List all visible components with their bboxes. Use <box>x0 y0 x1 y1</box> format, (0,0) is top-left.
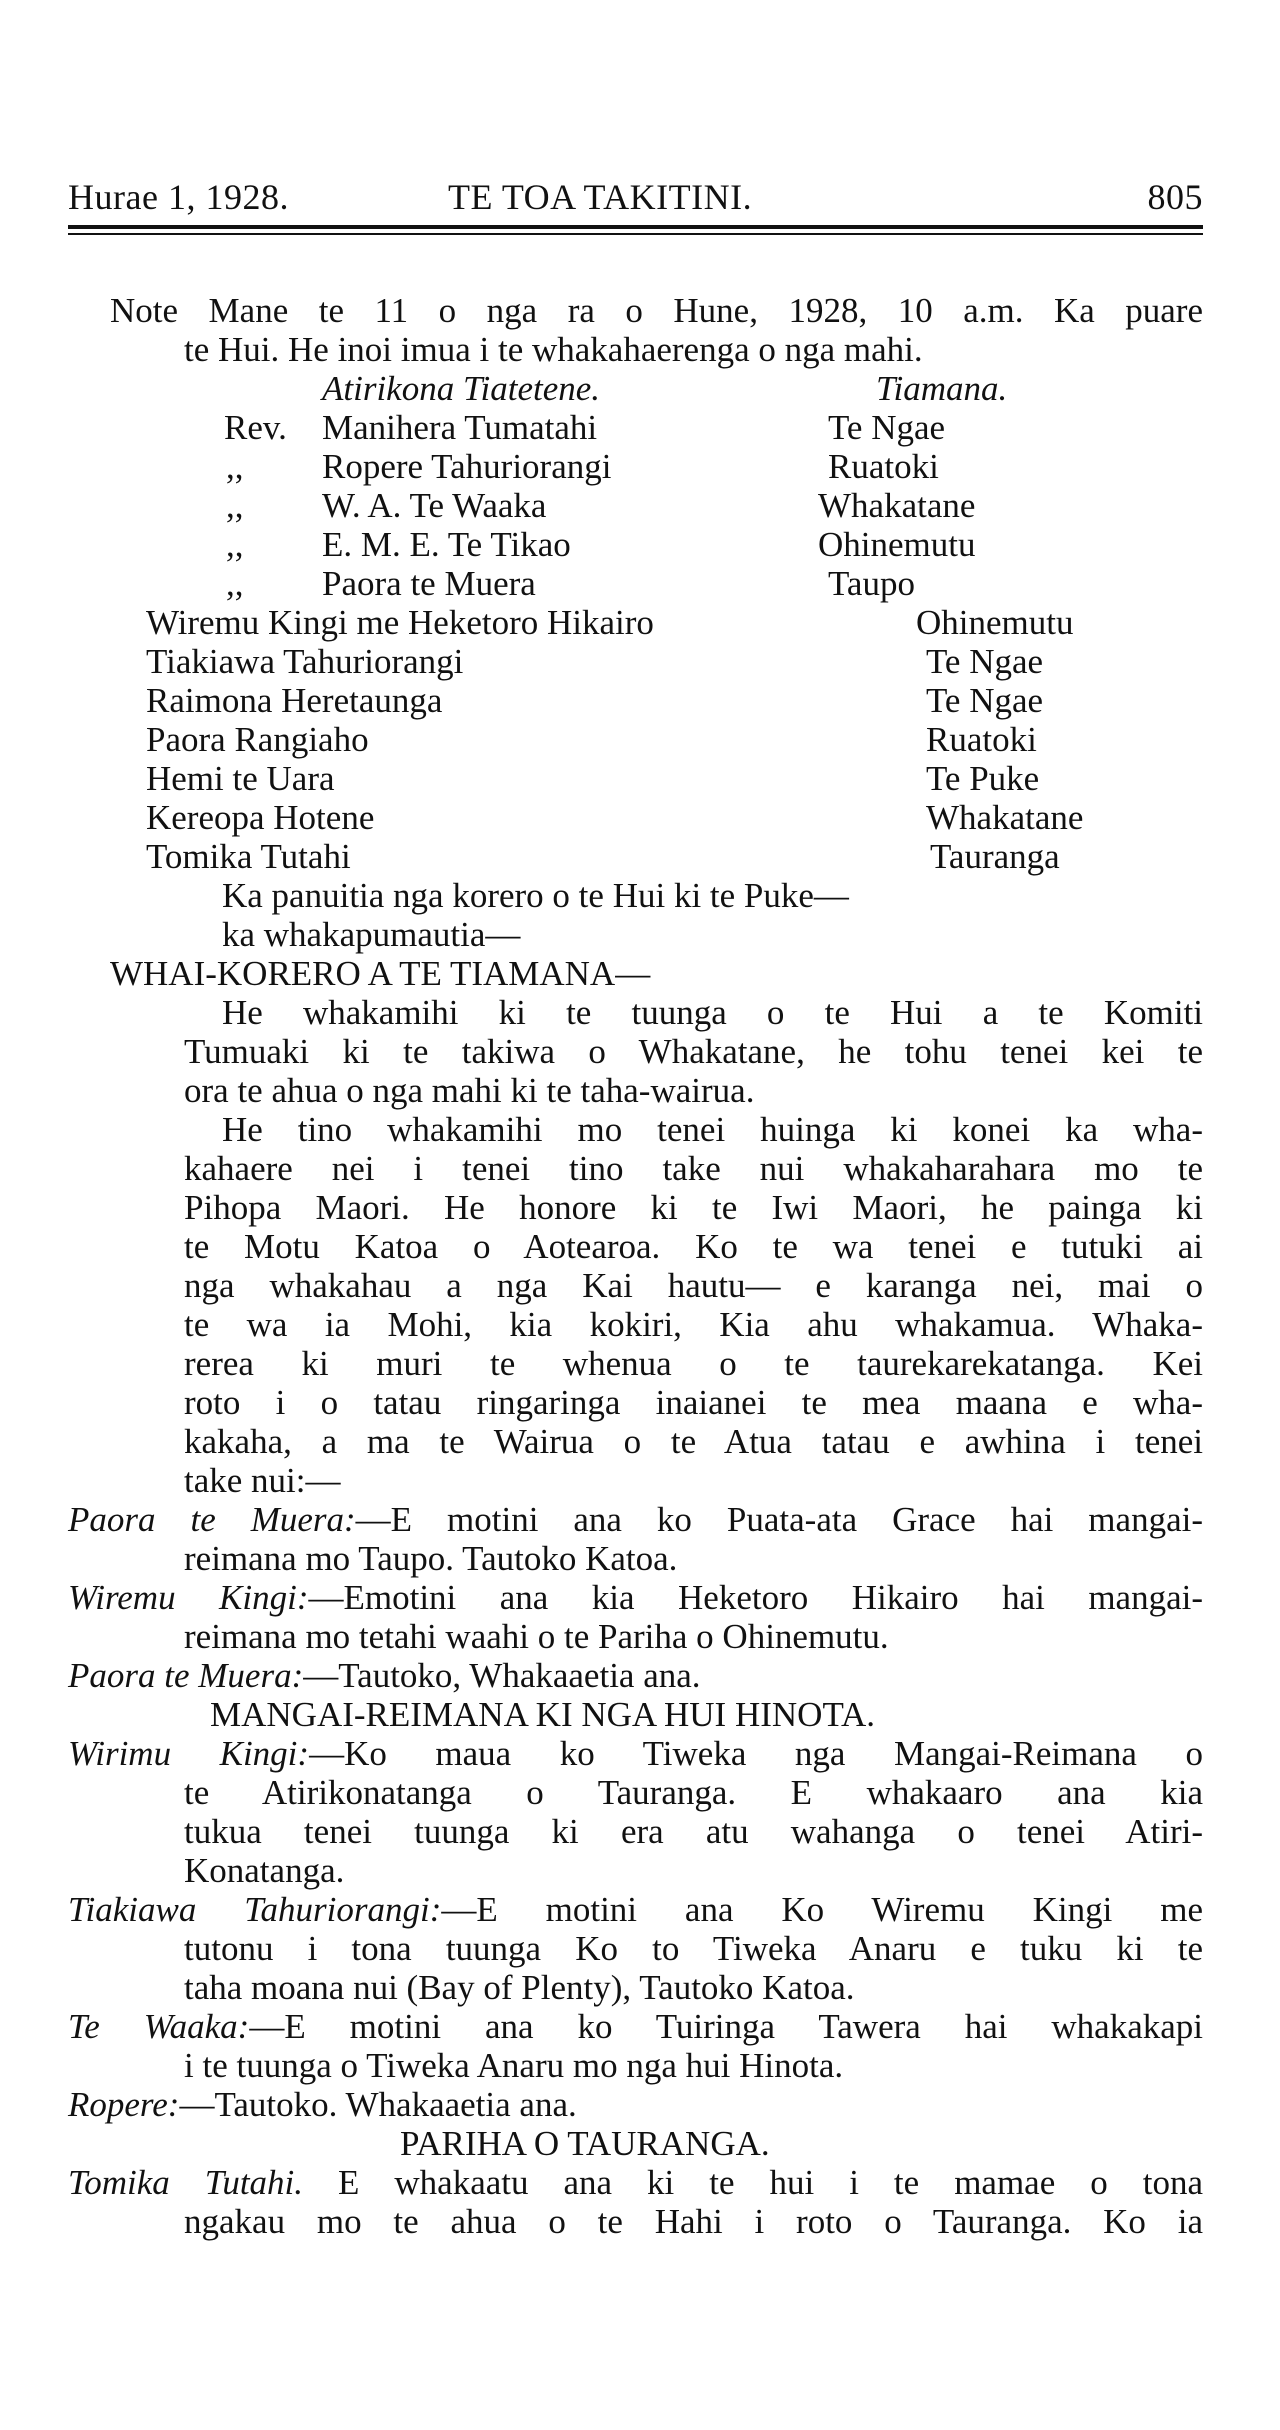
clergy-title: ,, <box>226 525 244 564</box>
attendance-heading-left: Atirikona Tiatetene. <box>322 369 601 408</box>
speaker-name: Wiremu Kingi: <box>68 1578 309 1617</box>
header-rule-thick <box>68 225 1203 229</box>
clergy-name: Ropere Tahuriorangi <box>322 447 612 486</box>
section-heading: WHAI-KORERO A TE TIAMANA— <box>110 954 651 993</box>
motion-text: E whakaatu ana ki te hui i te mamae o tona <box>303 2163 1203 2202</box>
paragraph-line: Tumuaki ki te takiwa o Whakatane, he tohu tenei kei te <box>184 1032 1203 1071</box>
intro-line: te Hui. He inoi imua i te whakahaerenga o nga mahi. <box>184 330 923 369</box>
motion-line <box>68 1890 1203 1929</box>
motion-text: —Tautoko, Whakaaetia ana. <box>303 1656 701 1695</box>
paragraph-line: Pihopa Maori. He honore ki te Iwi Maori, he painga ki <box>184 1188 1203 1227</box>
motion-line <box>68 1656 701 1695</box>
clergy-place: Ruatoki <box>828 447 939 486</box>
speaker-name: Tiakiawa Tahuriorangi: <box>68 1890 442 1929</box>
clergy-title: ,, <box>226 447 244 486</box>
clergy-name: Manihera Tumatahi <box>322 408 598 447</box>
motion-text: —E motini ana Ko Wiremu Kingi me <box>441 1890 1203 1929</box>
motion-line: tutonu i tona tuunga Ko to Tiweka Anaru e tuku ki te <box>184 1929 1203 1968</box>
motion-line <box>68 2163 1203 2202</box>
minutes-line: Ka panuitia nga korero o te Hui ki te Puke— <box>222 876 849 915</box>
paragraph-line: roto i o tatau ringaringa inaianei te mea maana e wha- <box>184 1383 1203 1422</box>
laity-place: Tauranga <box>930 837 1060 876</box>
motion-line <box>68 1734 1203 1773</box>
laity-name: Tomika Tutahi <box>146 837 351 876</box>
section-heading: PARIHA O TAURANGA. <box>400 2124 770 2163</box>
clergy-title: ,, <box>226 564 244 603</box>
intro-line: Note Mane te 11 o nga ra o Hune, 1928, 10 a.m. Ka puare <box>110 291 1203 330</box>
laity-place: Whakatane <box>926 798 1084 837</box>
motion-line: tukua tenei tuunga ki era atu wahanga o tenei Atiri- <box>184 1812 1203 1851</box>
motion-text: —Ko maua ko Tiweka nga Mangai-Reimana o <box>309 1734 1203 1773</box>
laity-place: Ruatoki <box>926 720 1037 759</box>
clergy-title: Rev. <box>224 408 287 447</box>
laity-name: Paora Rangiaho <box>146 720 369 759</box>
laity-place: Te Ngae <box>926 681 1044 720</box>
motion-text: —Emotini ana kia Heketoro Hikairo hai mangai- <box>308 1578 1203 1617</box>
speaker-name: Te Waaka: <box>68 2007 250 2046</box>
clergy-place: Taupo <box>828 564 915 603</box>
motion-line <box>68 2085 577 2124</box>
paragraph-line: rerea ki muri te whenua o te taurekarekatanga. Kei <box>184 1344 1203 1383</box>
clergy-place: Te Ngae <box>828 408 946 447</box>
header-rule-thin <box>68 233 1203 235</box>
laity-name: Wiremu Kingi me Heketoro Hikairo <box>146 603 654 642</box>
paragraph-line: te Motu Katoa o Aotearoa. Ko te wa tenei e tutuki ai <box>184 1227 1203 1266</box>
paragraph-line: take nui:— <box>184 1461 341 1500</box>
speaker-name: Paora te Muera: <box>68 1500 356 1539</box>
motion-line: reimana mo tetahi waahi o te Pariha o Ohinemutu. <box>184 1617 889 1656</box>
clergy-place: Ohinemutu <box>818 525 976 564</box>
motion-line: i te tuunga o Tiweka Anaru mo nga hui Hinota. <box>184 2046 844 2085</box>
attendance-heading-right: Tiamana. <box>876 369 1008 408</box>
motion-line: te Atirikonatanga o Tauranga. E whakaaro ana kia <box>184 1773 1203 1812</box>
speaker-name: Paora te Muera: <box>68 1656 304 1695</box>
laity-name: Hemi te Uara <box>146 759 335 798</box>
speaker-name: Tomika Tutahi. <box>68 2163 304 2202</box>
paragraph-line: kahaere nei i tenei tino take nui whakaharahara mo te <box>184 1149 1203 1188</box>
motion-line <box>68 1578 1203 1617</box>
laity-place: Ohinemutu <box>916 603 1074 642</box>
motion-line: taha moana nui (Bay of Plenty), Tautoko Katoa. <box>184 1968 855 2007</box>
clergy-name: E. M. E. Te Tikao <box>322 525 571 564</box>
laity-place: Te Puke <box>926 759 1040 798</box>
paragraph-line: kakaha, a ma te Wairua o te Atua tatau e awhina i tenei <box>184 1422 1203 1461</box>
motion-line <box>68 1500 1203 1539</box>
minutes-line: ka whakapumautia— <box>222 915 521 954</box>
motion-line <box>68 2007 1203 2046</box>
clergy-name: W. A. Te Waaka <box>322 486 547 525</box>
clergy-name: Paora te Muera <box>322 564 536 603</box>
header-title: TE TOA TAKITINI. <box>448 177 753 217</box>
clergy-title: ,, <box>226 486 244 525</box>
section-heading: MANGAI-REIMANA KI NGA HUI HINOTA. <box>210 1695 876 1734</box>
laity-place: Te Ngae <box>926 642 1044 681</box>
motion-text: —Tautoko. Whakaaetia ana. <box>179 2085 577 2124</box>
motion-line: reimana mo Taupo. Tautoko Katoa. <box>184 1539 678 1578</box>
laity-name: Tiakiawa Tahuriorangi <box>146 642 464 681</box>
speaker-name: Ropere: <box>68 2085 180 2124</box>
paragraph-line: nga whakahau a nga Kai hautu— e karanga nei, mai o <box>184 1266 1203 1305</box>
motion-line: ngakau mo te ahua o te Hahi i roto o Tauranga. Ko ia <box>184 2202 1203 2241</box>
motion-text: —E motini ana ko Tuiringa Tawera hai whakakapi <box>249 2007 1203 2046</box>
paragraph-line: te wa ia Mohi, kia kokiri, Kia ahu whakamua. Whaka- <box>184 1305 1203 1344</box>
motion-line: Konatanga. <box>184 1851 345 1890</box>
running-header <box>68 176 1203 226</box>
speaker-name: Wirimu Kingi: <box>68 1734 310 1773</box>
page-number: 805 <box>1147 177 1203 217</box>
laity-name: Kereopa Hotene <box>146 798 375 837</box>
paragraph-line: ora te ahua o nga mahi ki te taha-wairua. <box>184 1071 755 1110</box>
motion-text: —E motini ana ko Puata-ata Grace hai mangai- <box>355 1500 1203 1539</box>
paragraph-line: He tino whakamihi mo tenei huinga ki konei ka wha- <box>222 1110 1203 1149</box>
header-date: Hurae 1, 1928. <box>68 177 289 217</box>
laity-name: Raimona Heretaunga <box>146 681 443 720</box>
paragraph-line: He whakamihi ki te tuunga o te Hui a te Komiti <box>222 993 1203 1032</box>
clergy-place: Whakatane <box>818 486 976 525</box>
